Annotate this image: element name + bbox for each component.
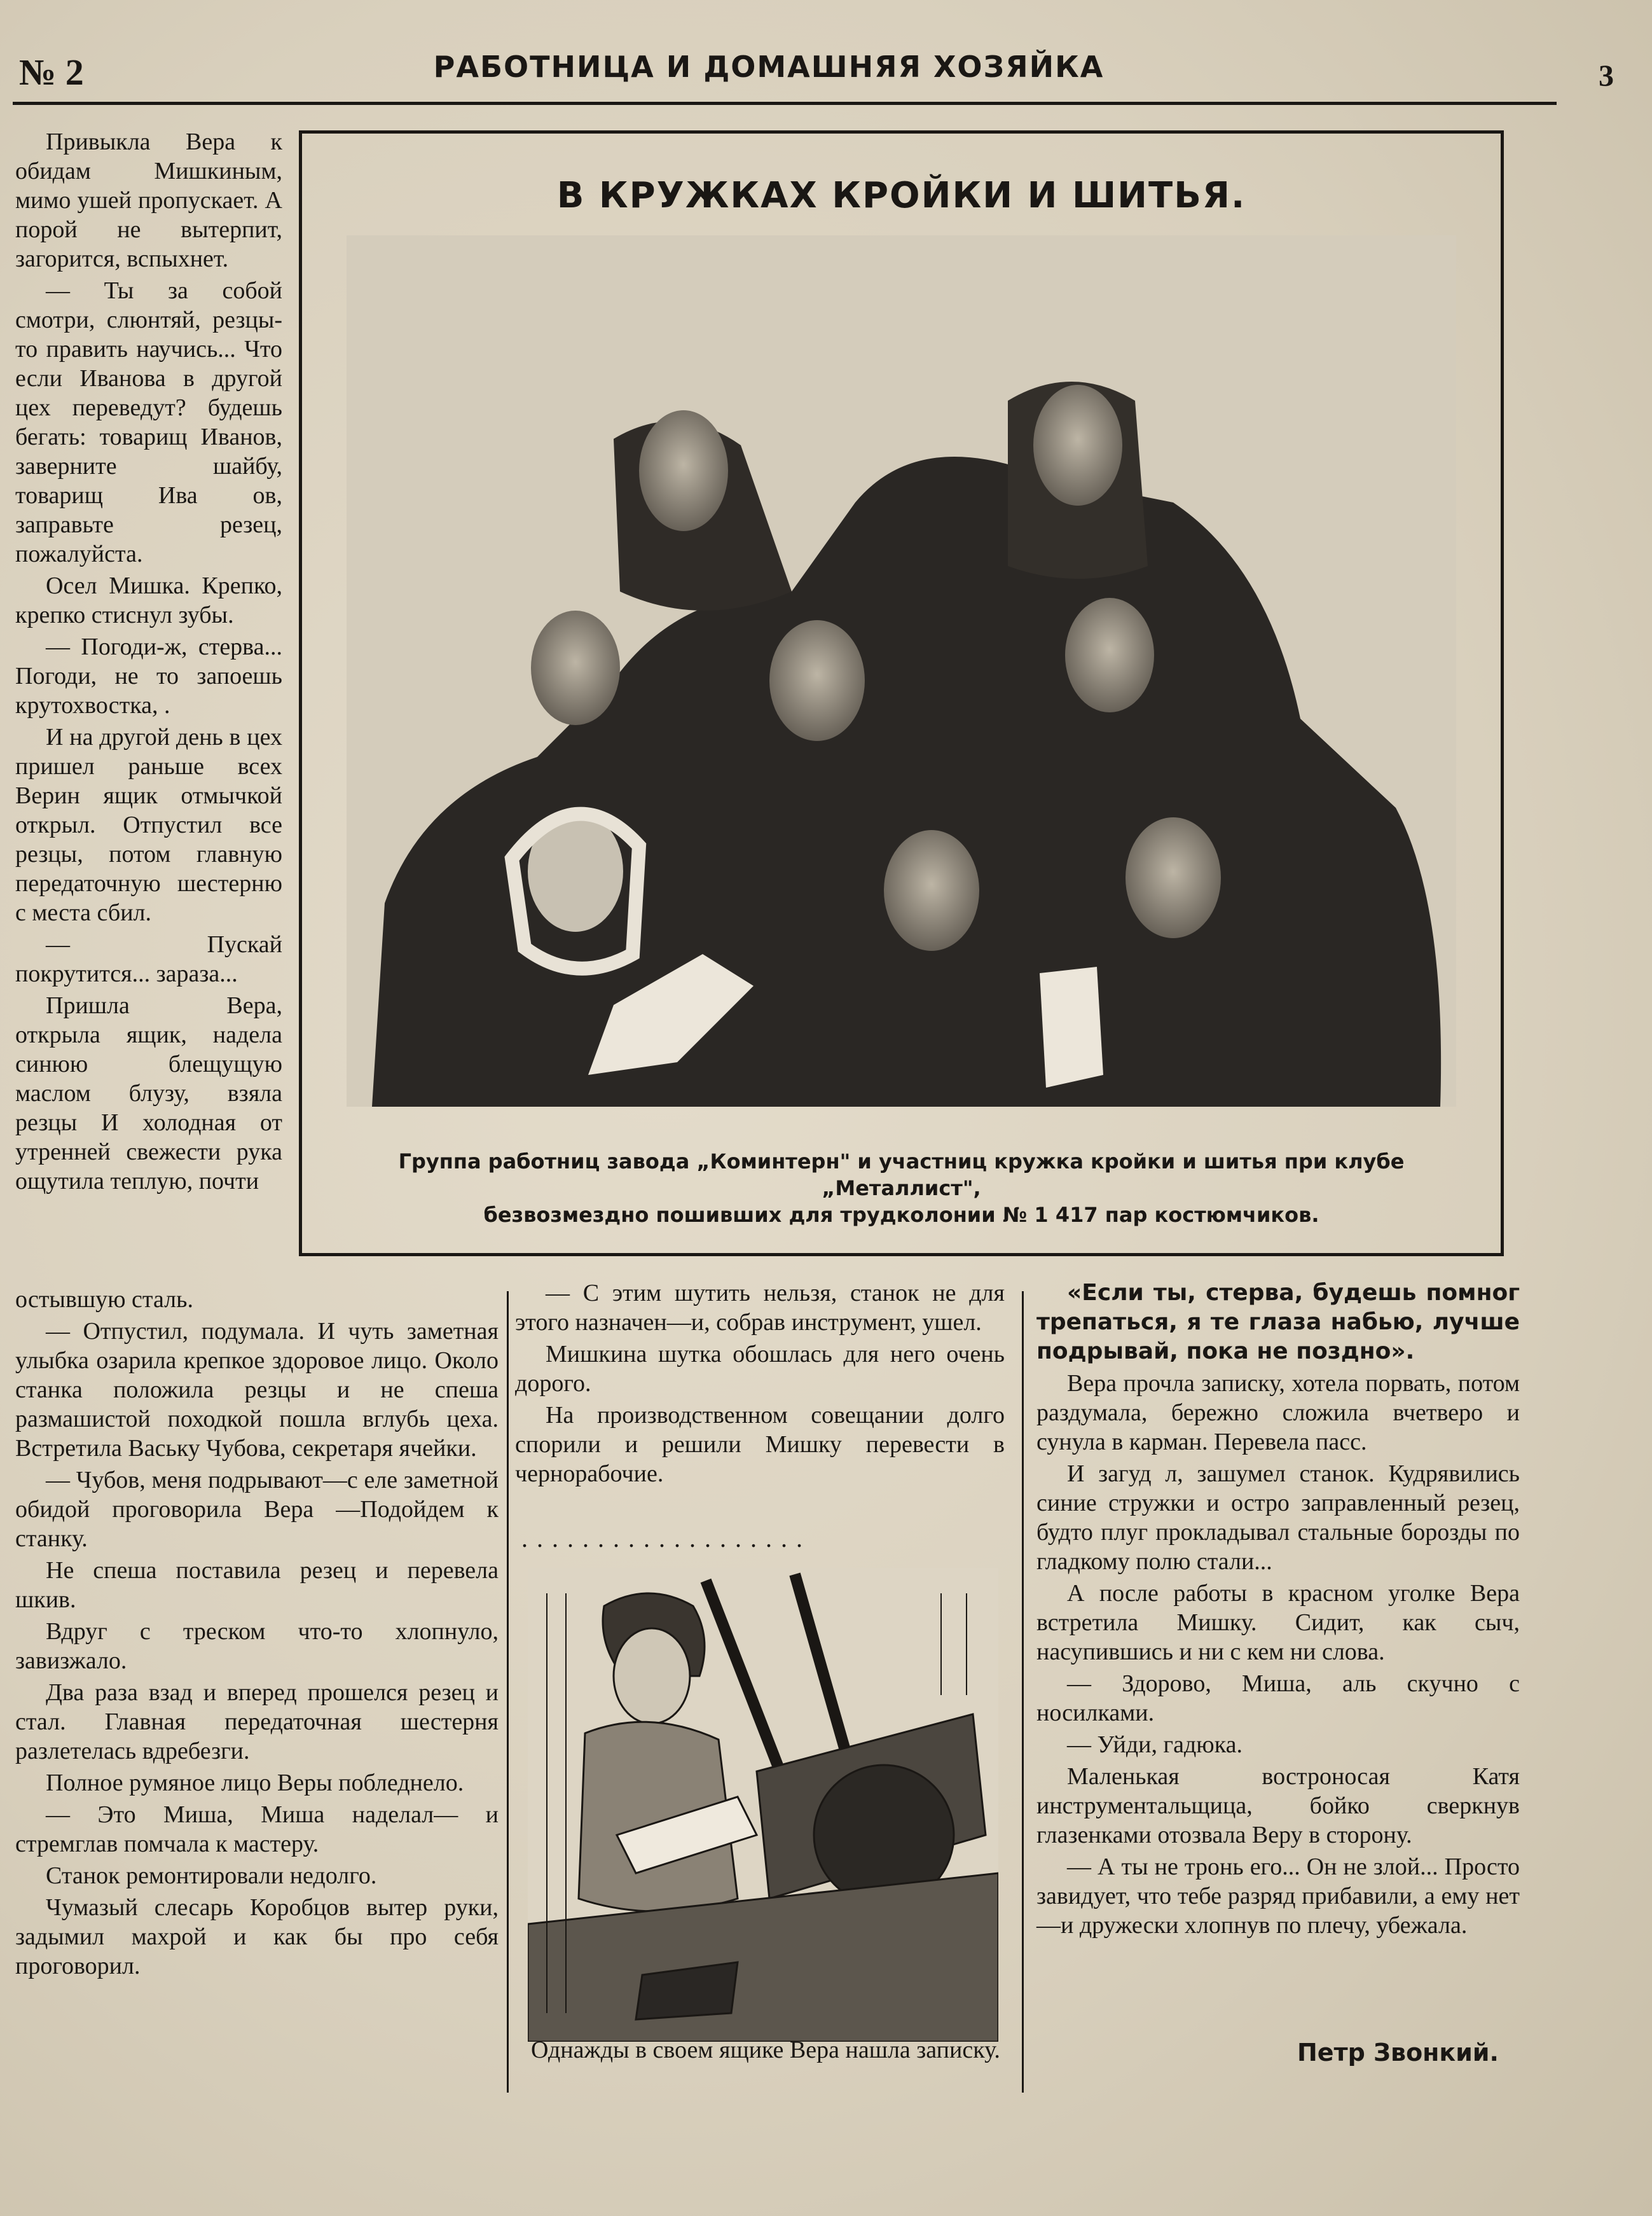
page-header xyxy=(19,45,1614,102)
illustration-caption: Однажды в своем ящике Вера нашла записку. xyxy=(531,2037,1000,2063)
photo-caption-line: Группа работниц завода „Коминтерн" и участниц кружка кройки и шитья при клубе „Металлист", xyxy=(398,1149,1405,1200)
photo-caption xyxy=(327,1148,1475,1228)
photo-feature-box xyxy=(299,130,1504,1256)
story-column-right xyxy=(1036,1278,1520,1942)
column-rule xyxy=(1022,1291,1024,2093)
paragraph: Пришла Вера, открыла ящик, надела синюю блещущую маслом блузу, взяла резцы И холодная от утренней свежести рука ощутила теплую, почти xyxy=(15,992,282,1195)
paragraph: А после работы в красном уголке Вера встретила Мишку. Сидит, как сыч, насупившись и ни с кем ни слова. xyxy=(1036,1580,1520,1665)
paragraph: Вера прочла записку, хотела порвать, потом раздумала, бережно сложила вчетверо и сунула в карман. Перевела пасс. xyxy=(1036,1370,1520,1455)
issue-number: № 2 xyxy=(19,52,84,93)
page-number: 3 xyxy=(1599,59,1614,93)
header-rule xyxy=(13,102,1557,105)
paragraph: И на другой день в цех пришел раньше всех Верин ящик отмычкой открыл. Отпустил все резцы, потом главную передаточную шестерню с места сбил. xyxy=(15,724,282,926)
author-signature: Петр Звонкий. xyxy=(1297,2039,1499,2067)
story-column-left-bottom xyxy=(15,1285,499,1983)
paragraph: — Это Миша, Миша наделал— и стремглав помчала к мастеру. xyxy=(15,1801,499,1857)
paragraph: И загуд л, зашумел станок. Кудрявились синие стружки и остро заправленный резец, будто плуг прокладывал стальные борозды по гладкому полю стали... xyxy=(1036,1460,1520,1575)
paragraph: На производственном совещании долго спорили и решили Мишку перевести в чернорабочие. xyxy=(515,1402,1005,1487)
paragraph: — Здорово, Миша, аль скучно с носилками. xyxy=(1036,1670,1520,1726)
paragraph: — Ты за собой смотри, слюнтяй, резцы-то править научись... Что если Иванова в другой цех переведут? будешь бегать: товарищ Иванов, заверните шайбу, товарищ Ива ов, заправьте резец, пожалуйста. xyxy=(15,277,282,567)
paragraph: Осел Мишка. Крепко, крепко стиснул зубы. xyxy=(15,572,282,628)
paragraph: Вдруг с треском что-то хлопнуло, завизжало. xyxy=(15,1618,499,1674)
paragraph: Привыкла Вера к обидам Мишкиным, мимо ушей пропускает. А порой не вытерпит, загорится, вспыхнет. xyxy=(15,128,282,272)
dotted-separator: ................... xyxy=(521,1524,811,1553)
paragraph: Маленькая востроносая Катя инструментальщица, бойко сверкнув глазенками отозвала Веру в сторону. xyxy=(1036,1763,1520,1848)
column-rule xyxy=(507,1291,509,2093)
paragraph: остывшую сталь. xyxy=(15,1286,193,1313)
photo-caption-line: безвозмездно пошивших для трудколонии № 1 417 пар костюмчиков. xyxy=(483,1203,1319,1227)
paragraph: Полное румяное лицо Веры побледнело. xyxy=(46,1769,464,1796)
paragraph: — С этим шутить нельзя, станок не для этого назначен—и, собрав инструмент, ушел. xyxy=(515,1280,1005,1336)
note-quote: «Если ты, стерва, будешь помног трепаться, я те глаза набью, лучше подрывай, пока не поздно». xyxy=(1036,1280,1520,1364)
paragraph: Два раза взад и вперед прошелся резец и стал. Главная передаточная шестерня разлетелась вдребезги. xyxy=(15,1679,499,1764)
newspaper-title: РАБОТНИЦА И ДОМАШНЯЯ ХОЗЯЙКА xyxy=(433,50,1105,84)
paragraph: — А ты не тронь его... Он не злой... Просто завидует, что тебе разряд прибавили, а ему нет—и дружески хлопнув по плечу, убежала. xyxy=(1036,1853,1520,1939)
paragraph: Станок ремонтировали недолго. xyxy=(46,1862,377,1889)
engraving-illustration xyxy=(528,1568,998,2042)
story-column-left-top xyxy=(15,127,282,1198)
paragraph: — Отпустил, подумала. И чуть заметная улыбка озарила крепкое здоровое лицо. Около станка положила резцы и не спеша размашистой походкой пошла вглубь цеха. Встретила Ваську Чубова, секретаря ячейки. xyxy=(15,1318,499,1462)
paragraph: Не спеша поставила резец и перевела шкив. xyxy=(15,1557,499,1613)
group-photo xyxy=(347,235,1456,1107)
story-column-middle xyxy=(515,1278,1005,1491)
paragraph: Мишкина шутка обошлась для него очень дорого. xyxy=(515,1341,1005,1397)
photo-headline: В КРУЖКАХ КРОЙКИ И ШИТЬЯ. xyxy=(556,175,1246,216)
paragraph: — Пускай покрутится... зараза... xyxy=(15,931,282,987)
paragraph: Чумазый слесарь Коробцов вытер руки, задымил махрой и как бы про себя проговорил. xyxy=(15,1894,499,1979)
paragraph: — Чубов, меня подрывают—с еле заметной обидой проговорила Вера —Подойдем к станку. xyxy=(15,1467,499,1552)
paragraph: — Уйди, гадюка. xyxy=(1067,1731,1242,1758)
paragraph: — Погоди-ж, стерва... Погоди, не то запоешь крутохвостка, . xyxy=(15,634,282,719)
